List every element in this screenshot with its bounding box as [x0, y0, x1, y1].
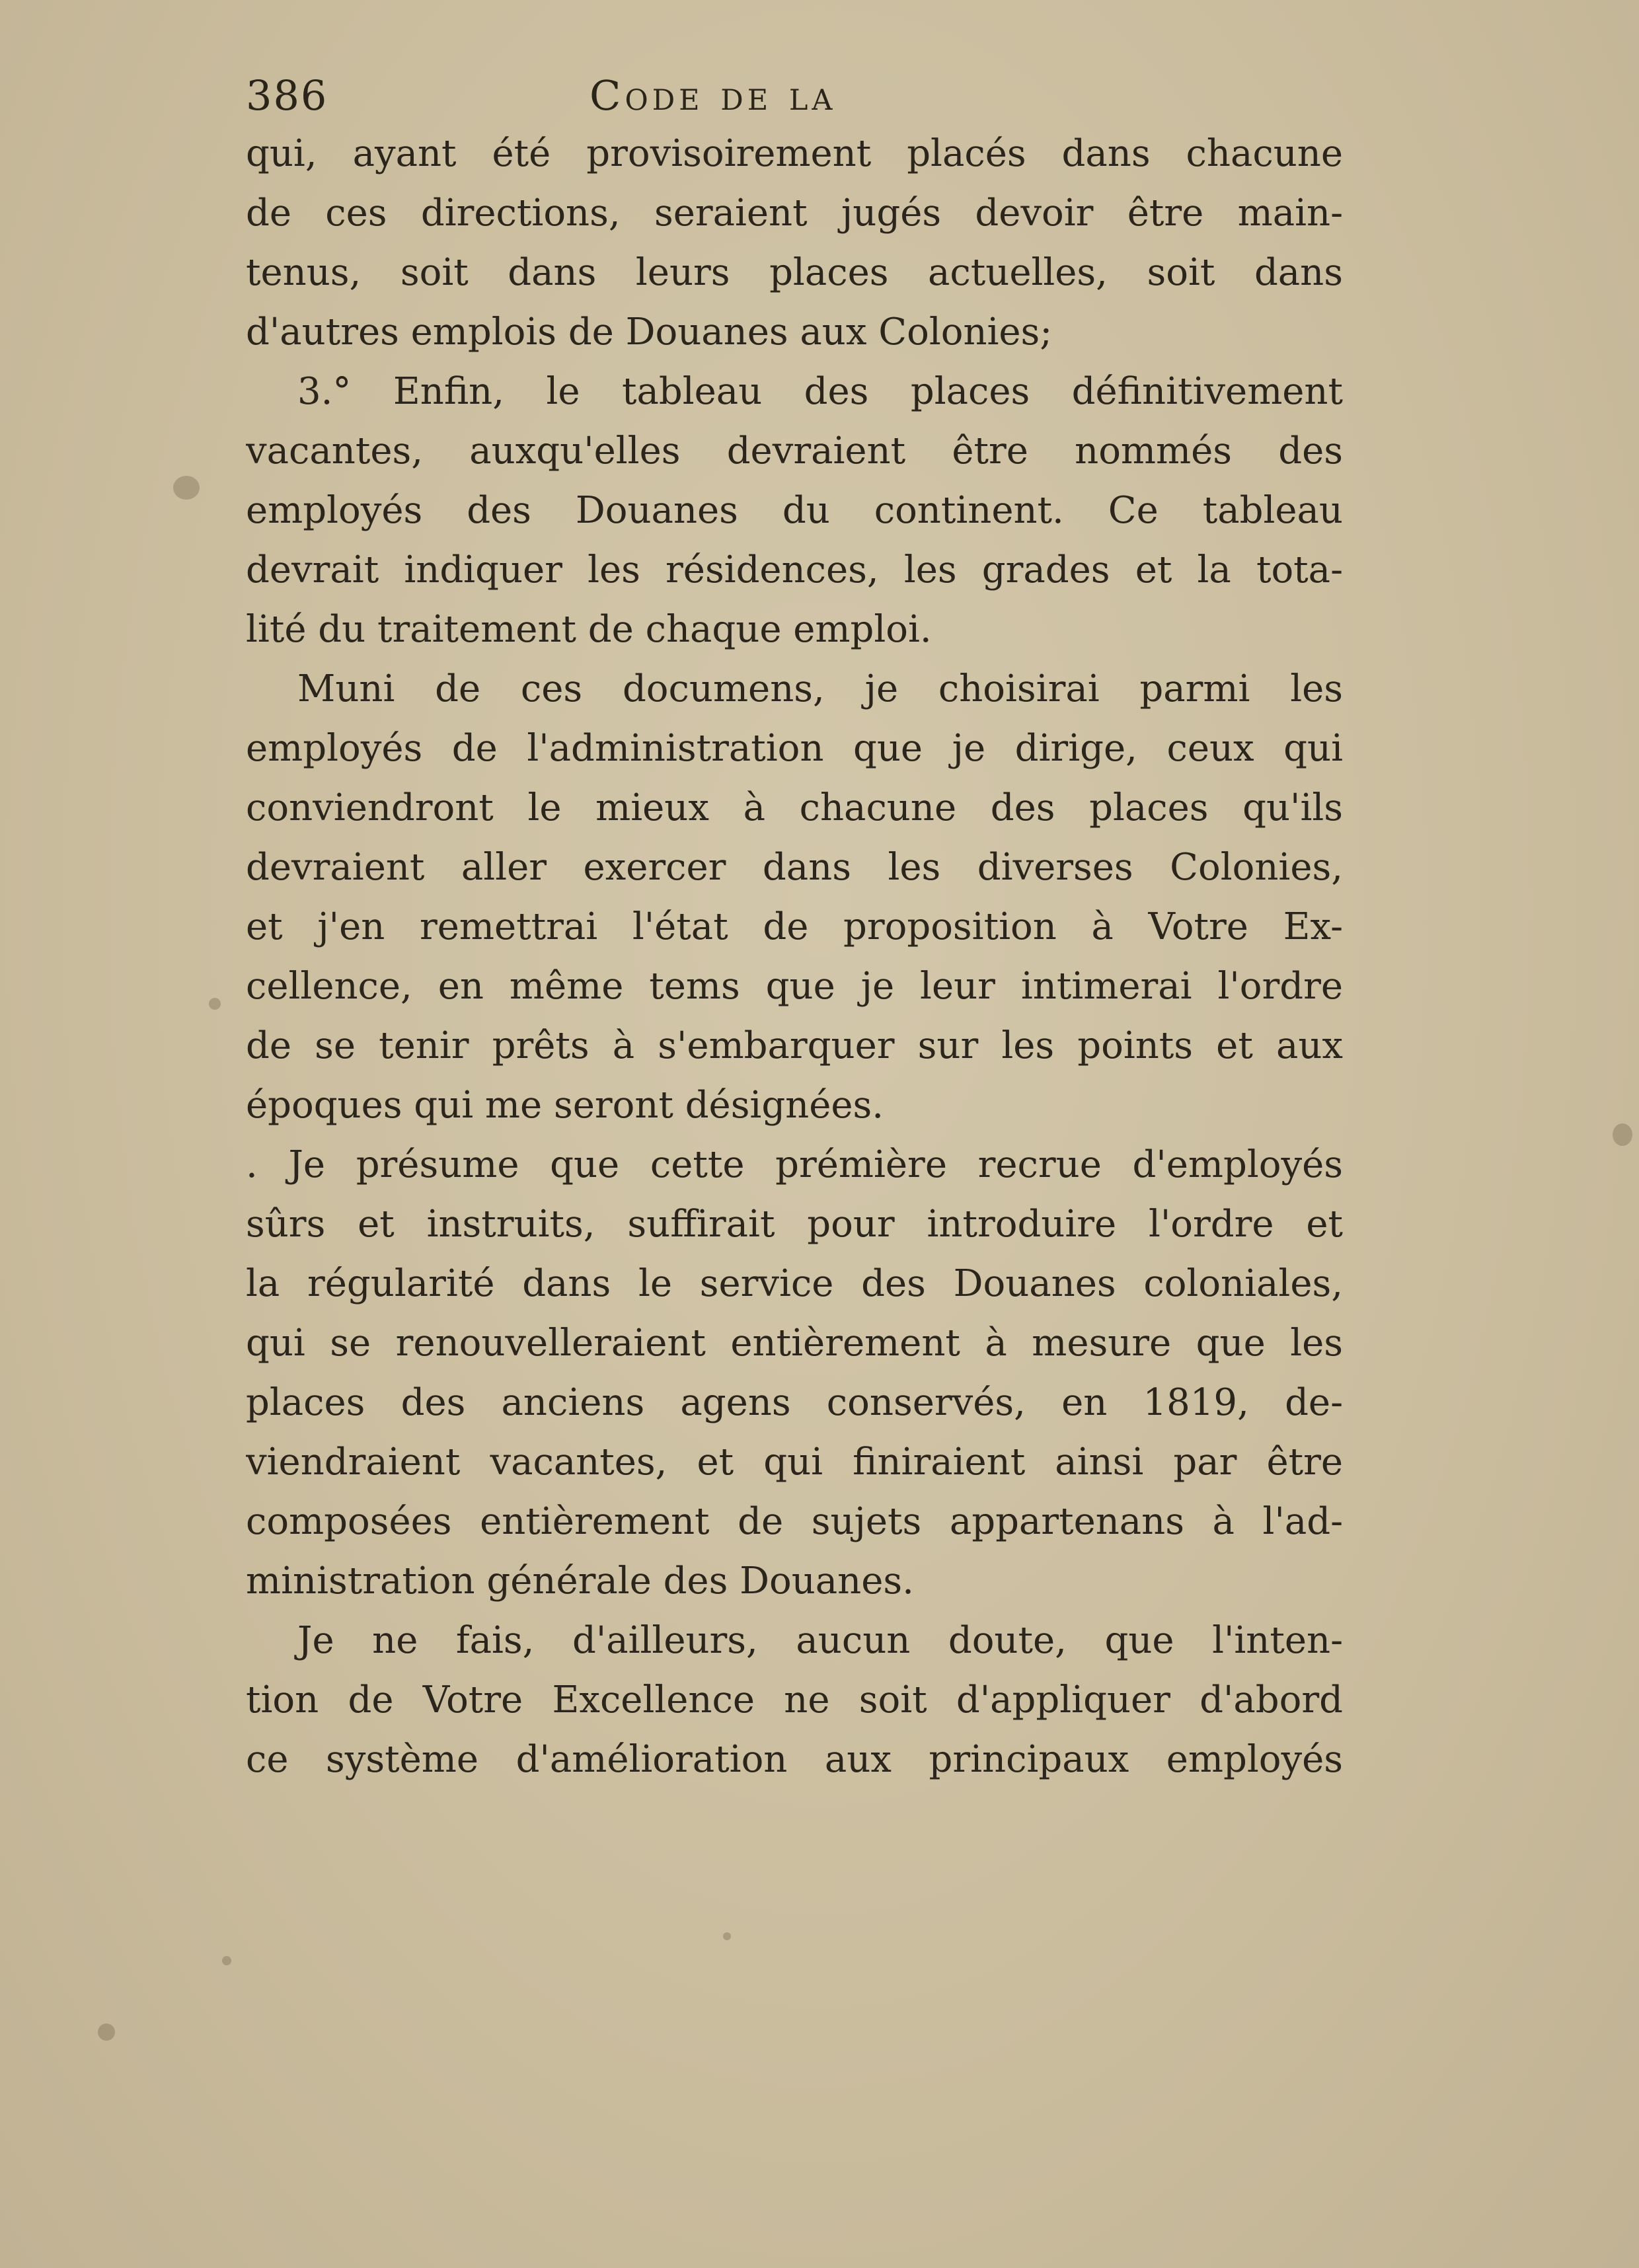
paper-speck	[222, 1956, 231, 1965]
text-line: tenus, soit dans leurs places actuelles, soit dans	[246, 251, 1343, 294]
text-line: qui, ayant été provisoirement placés dans chacune	[246, 132, 1343, 175]
text-line: de se tenir prêts à s'embarquer sur les points et aux	[246, 1024, 1343, 1067]
paper-speck	[98, 2023, 115, 2041]
text-line: d'autres emplois de Douanes aux Colonies;	[246, 311, 1053, 354]
text-line: employés des Douanes du continent. Ce tableau	[246, 489, 1343, 532]
text-line: cellence, en même tems que je leur intimerai l'ordre	[246, 965, 1343, 1008]
paper-speck	[209, 998, 221, 1010]
paper-speck	[1613, 1123, 1632, 1146]
text-line: viendraient vacantes, et qui finiraient ainsi par être	[246, 1441, 1343, 1484]
text-line: places des anciens agens conservés, en 1819, de-	[246, 1381, 1343, 1424]
text-line: Je ne fais, d'ailleurs, aucun doute, que l'inten-	[297, 1619, 1343, 1662]
running-head: Code de la	[590, 71, 837, 120]
page-header	[246, 71, 1343, 124]
text-line: Muni de ces documens, je choisirai parmi les	[297, 667, 1343, 710]
text-line: époques qui me seront désignées.	[246, 1084, 884, 1127]
text-line: ce système d'amélioration aux principaux employés	[246, 1738, 1343, 1781]
paper-speck	[723, 1932, 731, 1940]
page-number: 386	[246, 71, 328, 120]
text-line: composées entièrement de sujets appartenans à l'ad-	[246, 1500, 1343, 1543]
text-line: devraient aller exercer dans les diverses Colonies,	[246, 846, 1343, 889]
text-line: la régularité dans le service des Douanes coloniales,	[246, 1262, 1343, 1305]
text-line: sûrs et instruits, suffirait pour introduire l'ordre et	[246, 1203, 1343, 1246]
text-line: employés de l'administration que je dirige, ceux qui	[246, 727, 1343, 770]
text-line: de ces directions, seraient jugés devoir être main-	[246, 192, 1343, 235]
text-line: tion de Votre Excellence ne soit d'appliquer d'abord	[246, 1679, 1343, 1721]
paper-speck	[173, 476, 200, 500]
text-line: qui se renouvelleraient entièrement à mesure que les	[246, 1322, 1343, 1365]
body-text	[246, 124, 1343, 1790]
text-line: vacantes, auxqu'elles devraient être nommés des	[246, 430, 1343, 472]
text-line: 3.° Enfin, le tableau des places définitivement	[297, 370, 1343, 413]
text-line: ministration générale des Douanes.	[246, 1560, 914, 1603]
text-line: devrait indiquer les résidences, les grades et la tota-	[246, 548, 1343, 591]
text-line: . Je présume que cette prémière recrue d'employés	[246, 1143, 1343, 1186]
text-line: conviendront le mieux à chacune des places qu'ils	[246, 786, 1343, 829]
text-line: et j'en remettrai l'état de proposition à Votre Ex-	[246, 905, 1343, 948]
text-line: lité du traitement de chaque emploi.	[246, 608, 932, 651]
